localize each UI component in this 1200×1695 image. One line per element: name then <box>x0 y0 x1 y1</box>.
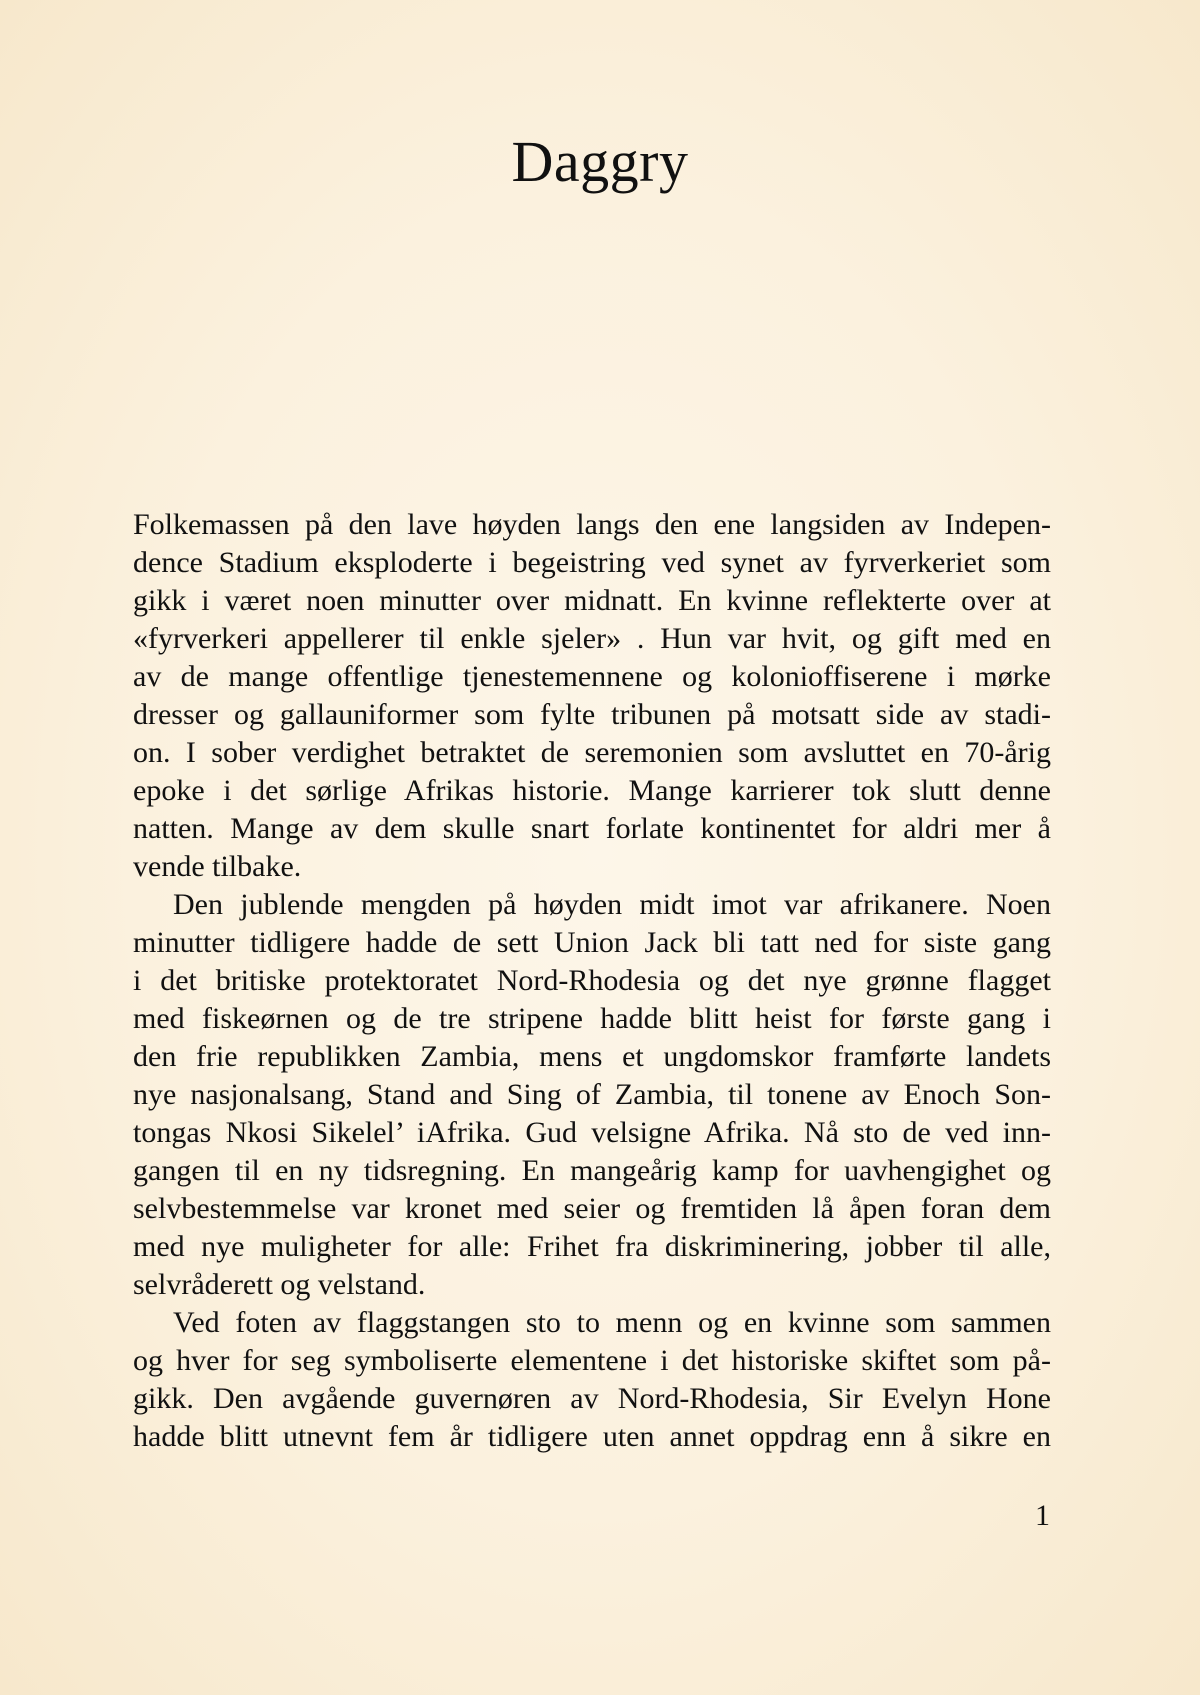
text-line: vende tilbake. <box>133 850 302 883</box>
text-line: og hver for seg symboliserte elementene i det historiske skiftet som på- <box>133 1344 1051 1377</box>
text-line: on. I sober verdighet betraktet de seremonien som avsluttet en 70-årig <box>133 736 1051 769</box>
text-line: i det britiske protektoratet Nord-Rhodesia og det nye grønne flagget <box>133 964 1051 997</box>
chapter-title: Daggry <box>511 129 689 194</box>
text-line: natten. Mange av dem skulle snart forlate kontinentet for aldri mer å <box>133 812 1051 845</box>
text-line: minutter tidligere hadde de sett Union Jack bli tatt ned for siste gang <box>133 926 1051 959</box>
text-line: av de mange offentlige tjenestemennene og kolonioffiserene i mørke <box>133 660 1051 693</box>
text-line: epoke i det sørlige Afrikas historie. Mange karrierer tok slutt denne <box>133 774 1051 807</box>
body-text <box>133 506 1051 1456</box>
text-line: den frie republikken Zambia, mens et ungdomskor framførte landets <box>133 1040 1051 1073</box>
paragraph-1 <box>133 506 1051 886</box>
page-number: 1 <box>1035 1499 1050 1532</box>
text-line: gangen til en ny tidsregning. En mangeårig kamp for uavhengighet og <box>133 1154 1051 1187</box>
text-line: Ved foten av flaggstangen sto to menn og en kvinne som sammen <box>173 1306 1051 1339</box>
text-line: med nye muligheter for alle: Frihet fra diskriminering, jobber til alle, <box>133 1230 1051 1263</box>
text-line: med fiskeørnen og de tre stripene hadde blitt heist for første gang i <box>133 1002 1051 1035</box>
text-line: gikk. Den avgående guvernøren av Nord-Rhodesia, Sir Evelyn Hone <box>133 1382 1051 1415</box>
text-line: dresser og gallauniformer som fylte tribunen på motsatt side av stadi- <box>133 698 1051 731</box>
text-line: «fyrverkeri appellerer til enkle sjeler» . Hun var hvit, og gift med en <box>133 622 1051 655</box>
text-line: Folkemassen på den lave høyden langs den ene langsiden av Indepen- <box>133 508 1051 541</box>
text-line: selvråderett og velstand. <box>133 1268 426 1301</box>
paragraph-2 <box>133 886 1051 1304</box>
text-line: selvbestemmelse var kronet med seier og fremtiden lå åpen foran dem <box>133 1192 1051 1225</box>
text-line: gikk i været noen minutter over midnatt. En kvinne reflekterte over at <box>133 584 1051 617</box>
text-line: hadde blitt utnevnt fem år tidligere uten annet oppdrag enn å sikre en <box>133 1420 1051 1453</box>
text-line: tongas Nkosi Sikelel’ iAfrika. Gud velsigne Afrika. Nå sto de ved inn- <box>133 1116 1051 1149</box>
paragraph-3 <box>133 1304 1051 1456</box>
text-line: dence Stadium eksploderte i begeistring ved synet av fyrverkeriet som <box>133 546 1051 579</box>
text-line: Den jublende mengden på høyden midt imot var afrikanere. Noen <box>173 888 1051 921</box>
text-line: nye nasjonalsang, Stand and Sing of Zambia, til tonene av Enoch Son- <box>133 1078 1051 1111</box>
